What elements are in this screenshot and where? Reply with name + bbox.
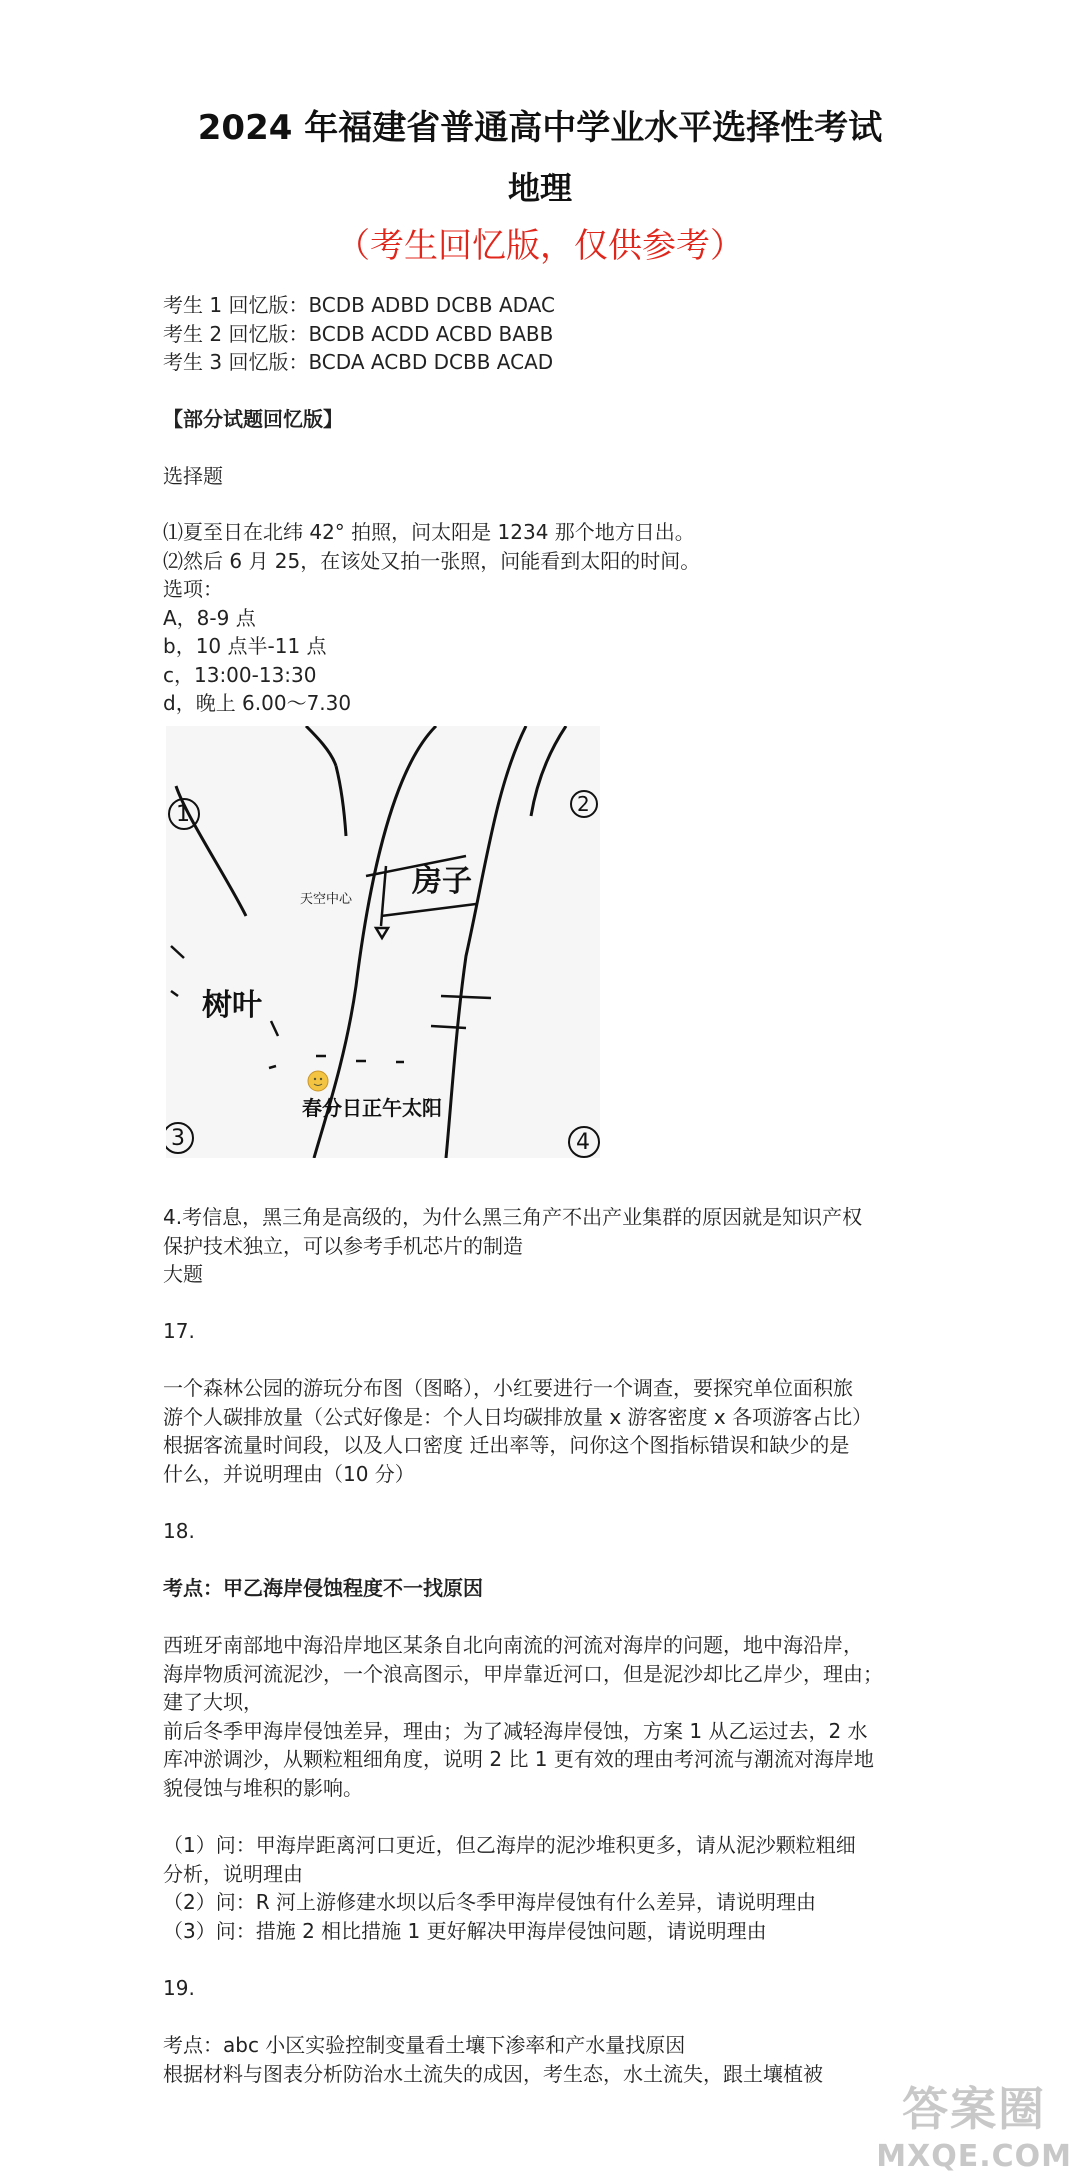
option-d: d，晚上 6.00～7.30 [163, 691, 352, 715]
question-17-text: 根据客流量时间段，以及人口密度 迁出率等，问你这个图指标错误和缺少的是 [163, 1433, 850, 1457]
question-17-number: 17. [163, 1319, 195, 1343]
marker-1: 1 [176, 802, 190, 827]
site-watermark [876, 2073, 1072, 2174]
sky-center-label: 天空中心 [300, 892, 353, 907]
choice-header: 选择题 [163, 464, 223, 488]
question-18-sub: （1）问：甲海岸距离河口更近，但乙海岸的泥沙堆积更多，请从泥沙颗粒粗细 [163, 1833, 856, 1857]
question-18-text: 前后冬季甲海岸侵蚀差异，理由；为了减轻海岸侵蚀，方案 1 从乙运过去，2 水 [163, 1719, 868, 1743]
sketch-figure [166, 726, 600, 1158]
question-18-topic: 考点：甲乙海岸侵蚀程度不一找原因 [163, 1576, 483, 1600]
house-label: 房子 [412, 864, 472, 899]
version-note: （考生回忆版，仅供参考） [336, 226, 744, 266]
document-title: 2024 年福建省普通高中学业水平选择性考试 [197, 108, 883, 148]
option-c: c，13:00-13:30 [163, 663, 317, 687]
question-19-topic: 考点：abc 小区实验控制变量看土壤下渗率和产水量找原因 [163, 2033, 686, 2057]
question-18-sub: （2）问：R 河上游修建水坝以后冬季甲海岸侵蚀有什么差异，请说明理由 [163, 1890, 816, 1914]
options-label: 选项： [163, 577, 223, 601]
question-4: 4.考信息，黑三角是高级的，为什么黑三角产不出产业集群的原因就是知识产权 [163, 1205, 863, 1229]
option-a: A，8-9 点 [163, 606, 256, 630]
marker-4: 4 [576, 1130, 590, 1155]
section-header: 【部分试题回忆版】 [163, 407, 343, 431]
sun-label: 春分日正午太阳 [302, 1096, 442, 1120]
question-18-text: 西班牙南部地中海沿岸地区某条自北向南流的河流对海岸的问题，地中海沿岸， [163, 1633, 863, 1657]
question-18-text: 库冲淤调沙，从颗粒粗细角度，说明 2 比 1 更有效的理由考河流与潮流对海岸地 [163, 1747, 874, 1771]
watermark-logo-text: 答案圈 [902, 2082, 1047, 2136]
answer-line-1: 考生 1 回忆版：BCDB ADBD DCBB ADAC [163, 293, 556, 317]
question-4: 保护技术独立，可以参考手机芯片的制造 [163, 1234, 523, 1258]
leaves-label: 树叶 [202, 988, 262, 1023]
marker-3: 3 [171, 1126, 185, 1151]
question-text: ⑵然后 6 月 25，在该处又拍一张照，问能看到太阳的时间。 [163, 549, 701, 573]
question-19-text: 根据材料与图表分析防治水土流失的成因，考生态，水土流失，跟土壤植被 [163, 2062, 823, 2086]
question-18-text: 貌侵蚀与堆积的影响。 [163, 1776, 363, 1800]
question-17-text: 什么，并说明理由（10 分） [163, 1462, 415, 1486]
question-17-text: 游个人碳排放量（公式好像是：个人日均碳排放量 x 游客密度 x 各项游客占比） [163, 1405, 873, 1429]
question-19-number: 19. [163, 1976, 195, 2000]
question-18-text: 海岸物质河流泥沙，一个浪高图示，甲岸靠近河口，但是泥沙却比乙岸少，理由； [163, 1662, 883, 1686]
watermark-url: MXQE.COM [876, 2139, 1072, 2174]
major-questions-header: 大题 [163, 1262, 203, 1286]
question-18-text: 建了大坝， [163, 1690, 263, 1714]
question-18-sub: 分析，说明理由 [163, 1862, 303, 1886]
question-18-sub: （3）问：措施 2 相比措施 1 更好解决甲海岸侵蚀问题，请说明理由 [163, 1919, 767, 1943]
subject-title: 地理 [507, 169, 572, 207]
question-18-number: 18. [163, 1519, 195, 1543]
question-text: ⑴夏至日在北纬 42° 拍照，问太阳是 1234 那个地方日出。 [163, 520, 695, 544]
answer-line-2: 考生 2 回忆版：BCDB ACDD ACBD BABB [163, 322, 554, 346]
question-17-text: 一个森林公园的游玩分布图（图略），小红要进行一个调查，要探究单位面积旅 [163, 1376, 853, 1400]
option-b: b，10 点半-11 点 [163, 634, 327, 658]
marker-2: 2 [577, 792, 590, 816]
answer-line-3: 考生 3 回忆版：BCDA ACBD DCBB ACAD [163, 350, 554, 374]
